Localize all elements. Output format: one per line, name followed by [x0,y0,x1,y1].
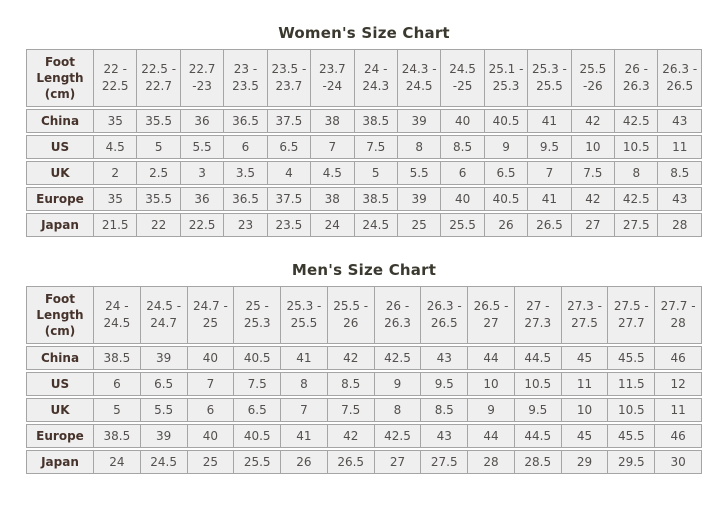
size-value-cell: 10 [468,372,515,396]
size-value-cell: 4.5 [94,135,137,159]
womens-chart-title: Women's Size Chart [278,24,450,42]
size-value-cell: 42.5 [615,187,658,211]
size-value-cell: 42 [328,424,375,448]
size-value-cell: 46 [655,346,702,370]
size-value-cell: 40.5 [234,346,281,370]
size-value-cell: 25 [398,213,441,237]
size-value-cell: 36 [181,109,224,133]
size-value-cell: 45 [562,346,609,370]
size-value-cell: 11.5 [608,372,655,396]
foot-length-range-cell: 22.5 - 22.7 [137,49,180,107]
foot-length-range-cell: 26 - 26.3 [615,49,658,107]
size-row-japan [26,450,702,474]
foot-length-range-cell: 25.3 - 25.5 [528,49,571,107]
foot-length-range-cell: 22.7 -23 [181,49,224,107]
size-value-cell: 41 [281,346,328,370]
foot-length-range-cell: 27 - 27.3 [515,286,562,344]
foot-length-range-cell: 26 - 26.3 [375,286,422,344]
foot-length-range-cell: 26.5 - 27 [468,286,515,344]
size-value-cell: 28 [468,450,515,474]
size-value-cell: 5.5 [141,398,188,422]
size-value-cell: 40 [188,346,235,370]
size-value-cell: 41 [528,187,571,211]
size-value-cell: 8 [375,398,422,422]
foot-length-range-cell: 24 - 24.5 [94,286,141,344]
size-row-us [26,135,702,159]
size-value-cell: 40 [188,424,235,448]
size-value-cell: 23 [224,213,267,237]
size-value-cell: 5 [137,135,180,159]
size-value-cell: 39 [398,109,441,133]
foot-length-corner-header: Foot Length (cm) [26,49,94,107]
size-value-cell: 42.5 [375,346,422,370]
size-value-cell: 39 [141,424,188,448]
size-value-cell: 38 [311,187,354,211]
size-value-cell: 8 [615,161,658,185]
size-value-cell: 6.5 [234,398,281,422]
region-label: UK [26,398,94,422]
size-value-cell: 9 [485,135,528,159]
womens-size-table [26,47,702,239]
foot-length-header-row [26,49,702,107]
size-value-cell: 43 [658,187,702,211]
size-value-cell: 25.5 [441,213,484,237]
size-value-cell: 40.5 [234,424,281,448]
size-value-cell: 26.5 [328,450,375,474]
size-value-cell: 9.5 [515,398,562,422]
size-row-uk [26,161,702,185]
size-row-europe [26,424,702,448]
size-value-cell: 42 [328,346,375,370]
size-value-cell: 24.5 [355,213,398,237]
foot-length-range-cell: 24.7 - 25 [188,286,235,344]
size-value-cell: 10.5 [615,135,658,159]
size-value-cell: 27.5 [615,213,658,237]
size-value-cell: 7.5 [234,372,281,396]
region-label: Europe [26,424,94,448]
size-row-japan [26,213,702,237]
size-value-cell: 2.5 [137,161,180,185]
foot-length-corner-header: Foot Length (cm) [26,286,94,344]
size-value-cell: 7.5 [328,398,375,422]
foot-length-range-cell: 27.5 - 27.7 [608,286,655,344]
size-value-cell: 3.5 [224,161,267,185]
size-value-cell: 35.5 [137,187,180,211]
size-value-cell: 5 [355,161,398,185]
size-value-cell: 7.5 [355,135,398,159]
size-value-cell: 8.5 [421,398,468,422]
size-value-cell: 44.5 [515,346,562,370]
size-value-cell: 8.5 [328,372,375,396]
foot-length-header-row [26,286,702,344]
size-value-cell: 4 [268,161,311,185]
size-value-cell: 6 [441,161,484,185]
size-value-cell: 9 [375,372,422,396]
size-value-cell: 7 [188,372,235,396]
size-value-cell: 29 [562,450,609,474]
size-value-cell: 9.5 [528,135,571,159]
size-value-cell: 26 [485,213,528,237]
foot-length-range-cell: 26.3 - 26.5 [658,49,702,107]
size-value-cell: 42.5 [615,109,658,133]
region-label: Japan [26,213,94,237]
size-value-cell: 26.5 [528,213,571,237]
size-value-cell: 35 [94,109,137,133]
mens-size-table [26,284,702,476]
size-value-cell: 35.5 [137,109,180,133]
size-row-uk [26,398,702,422]
size-value-cell: 8 [281,372,328,396]
size-value-cell: 36.5 [224,109,267,133]
size-row-china [26,109,702,133]
size-value-cell: 6.5 [141,372,188,396]
size-value-cell: 9.5 [421,372,468,396]
size-value-cell: 41 [528,109,571,133]
size-value-cell: 7 [281,398,328,422]
foot-length-range-cell: 23.5 - 23.7 [268,49,311,107]
region-label: China [26,346,94,370]
size-value-cell: 43 [421,346,468,370]
size-value-cell: 37.5 [268,187,311,211]
size-value-cell: 29.5 [608,450,655,474]
size-value-cell: 35 [94,187,137,211]
size-value-cell: 24.5 [141,450,188,474]
foot-length-range-cell: 25.3 - 25.5 [281,286,328,344]
size-row-china [26,346,702,370]
size-value-cell: 7 [528,161,571,185]
foot-length-range-cell: 24.5 -25 [441,49,484,107]
size-value-cell: 42.5 [375,424,422,448]
size-value-cell: 45 [562,424,609,448]
size-value-cell: 12 [655,372,702,396]
size-value-cell: 42 [572,109,615,133]
size-value-cell: 39 [141,346,188,370]
size-value-cell: 22.5 [181,213,224,237]
size-value-cell: 25.5 [234,450,281,474]
size-value-cell: 41 [281,424,328,448]
size-value-cell: 28.5 [515,450,562,474]
size-value-cell: 39 [398,187,441,211]
size-value-cell: 40.5 [485,109,528,133]
size-value-cell: 6.5 [268,135,311,159]
region-label: Europe [26,187,94,211]
size-value-cell: 9 [468,398,515,422]
size-value-cell: 11 [655,398,702,422]
size-value-cell: 22 [137,213,180,237]
foot-length-range-cell: 22 - 22.5 [94,49,137,107]
foot-length-range-cell: 24.5 - 24.7 [141,286,188,344]
size-value-cell: 27.5 [421,450,468,474]
size-value-cell: 44 [468,346,515,370]
size-value-cell: 26 [281,450,328,474]
mens-size-chart-section [0,239,728,476]
region-label: UK [26,161,94,185]
size-value-cell: 38.5 [355,187,398,211]
size-value-cell: 36 [181,187,224,211]
size-value-cell: 24 [94,450,141,474]
size-row-us [26,372,702,396]
size-value-cell: 8.5 [658,161,702,185]
size-value-cell: 43 [658,109,702,133]
size-value-cell: 6 [188,398,235,422]
size-value-cell: 44.5 [515,424,562,448]
size-value-cell: 23.5 [268,213,311,237]
size-value-cell: 5 [94,398,141,422]
size-value-cell: 5.5 [398,161,441,185]
size-value-cell: 7 [311,135,354,159]
foot-length-range-cell: 23 - 23.5 [224,49,267,107]
foot-length-range-cell: 24 - 24.3 [355,49,398,107]
size-value-cell: 36.5 [224,187,267,211]
size-value-cell: 21.5 [94,213,137,237]
size-value-cell: 6 [224,135,267,159]
size-value-cell: 37.5 [268,109,311,133]
foot-length-range-cell: 25.5 -26 [572,49,615,107]
size-value-cell: 4.5 [311,161,354,185]
foot-length-range-cell: 26.3 - 26.5 [421,286,468,344]
size-value-cell: 38.5 [94,346,141,370]
size-value-cell: 42 [572,187,615,211]
size-value-cell: 24 [311,213,354,237]
foot-length-range-cell: 24.3 - 24.5 [398,49,441,107]
size-value-cell: 10.5 [608,398,655,422]
size-value-cell: 40 [441,187,484,211]
foot-length-range-cell: 27.7 - 28 [655,286,702,344]
size-value-cell: 40 [441,109,484,133]
size-value-cell: 5.5 [181,135,224,159]
size-value-cell: 44 [468,424,515,448]
size-value-cell: 10.5 [515,372,562,396]
size-value-cell: 25 [188,450,235,474]
size-value-cell: 43 [421,424,468,448]
foot-length-range-cell: 27.3 - 27.5 [562,286,609,344]
size-value-cell: 7.5 [572,161,615,185]
size-value-cell: 27 [375,450,422,474]
region-label: US [26,372,94,396]
size-value-cell: 40.5 [485,187,528,211]
size-value-cell: 28 [658,213,702,237]
size-value-cell: 38.5 [94,424,141,448]
region-label: Japan [26,450,94,474]
mens-chart-title: Men's Size Chart [291,261,437,279]
foot-length-range-cell: 23.7 -24 [311,49,354,107]
size-value-cell: 38.5 [355,109,398,133]
size-value-cell: 8 [398,135,441,159]
size-value-cell: 45.5 [608,346,655,370]
foot-length-range-cell: 25.5 - 26 [328,286,375,344]
region-label: China [26,109,94,133]
size-value-cell: 11 [562,372,609,396]
foot-length-range-cell: 25 - 25.3 [234,286,281,344]
size-value-cell: 3 [181,161,224,185]
size-value-cell: 10 [562,398,609,422]
size-value-cell: 6.5 [485,161,528,185]
foot-length-range-cell: 25.1 - 25.3 [485,49,528,107]
size-value-cell: 30 [655,450,702,474]
size-value-cell: 11 [658,135,702,159]
size-row-europe [26,187,702,211]
size-value-cell: 10 [572,135,615,159]
size-value-cell: 2 [94,161,137,185]
size-value-cell: 8.5 [441,135,484,159]
size-value-cell: 46 [655,424,702,448]
region-label: US [26,135,94,159]
size-value-cell: 27 [572,213,615,237]
size-value-cell: 6 [94,372,141,396]
womens-size-chart-section [0,0,728,239]
size-value-cell: 38 [311,109,354,133]
size-value-cell: 45.5 [608,424,655,448]
